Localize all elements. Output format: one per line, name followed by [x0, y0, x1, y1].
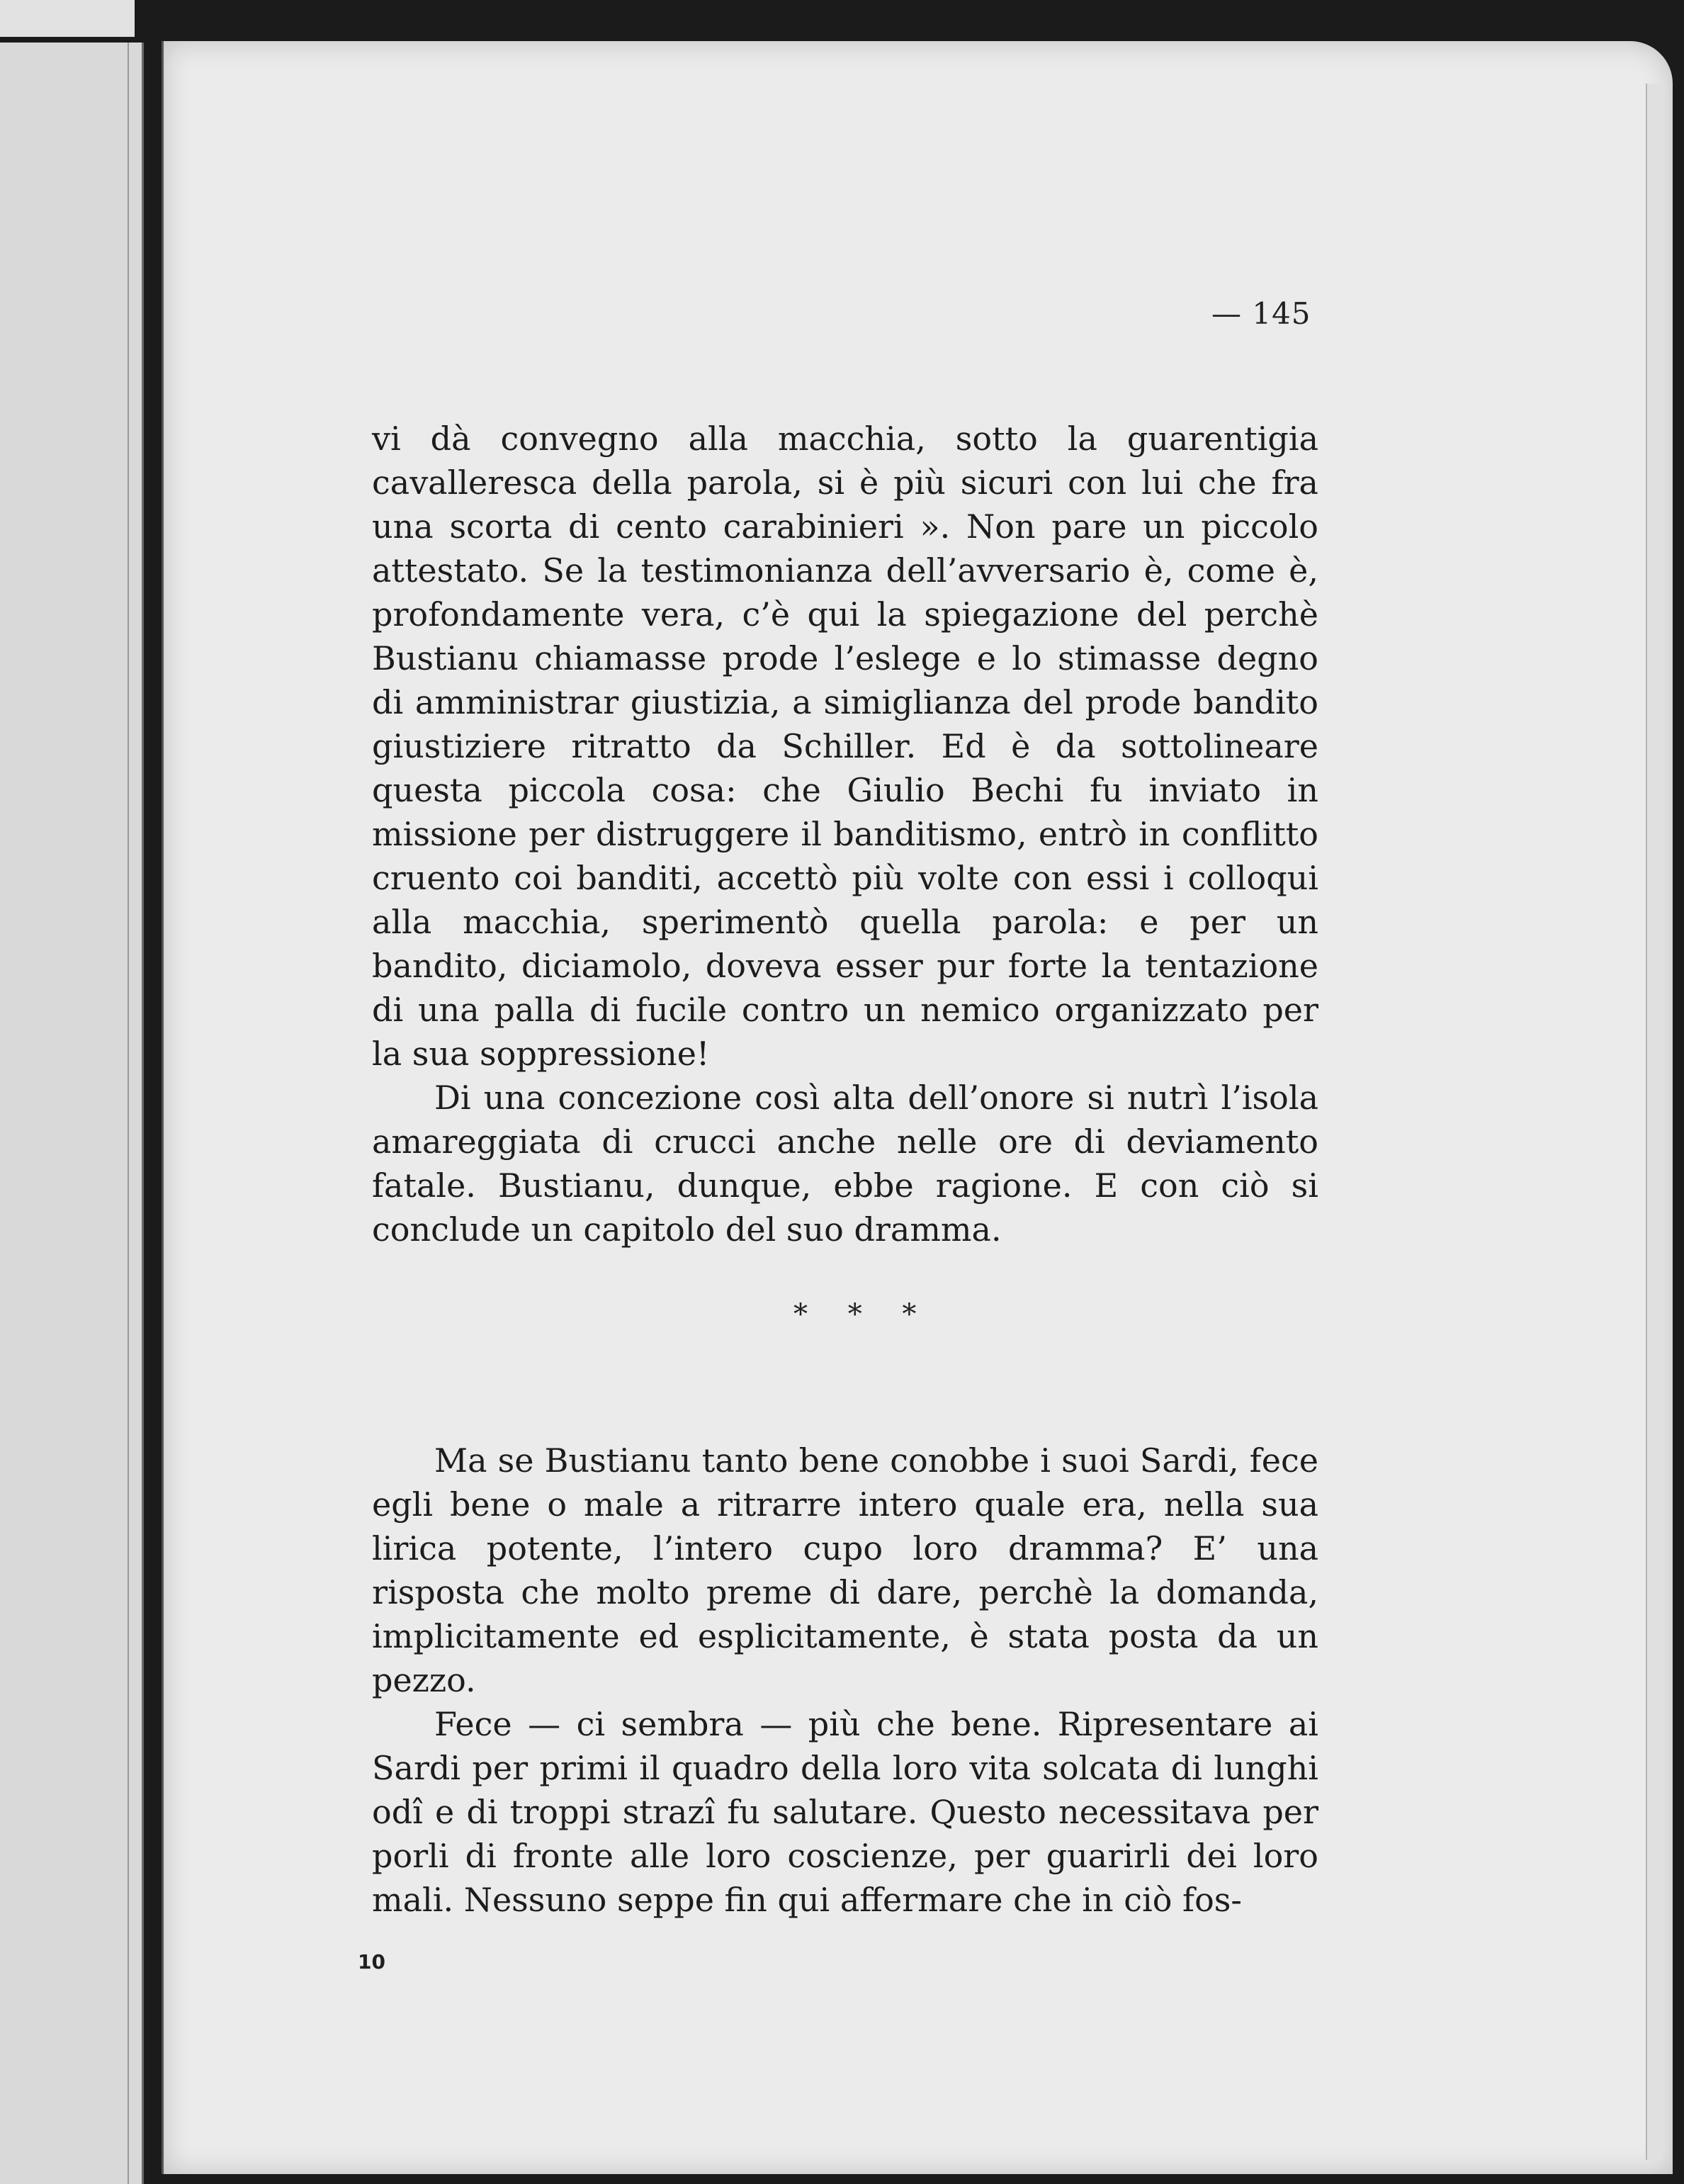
previous-page-edge	[0, 0, 135, 37]
page-number: — 145	[1211, 296, 1311, 331]
section-separator: * * *	[793, 1298, 932, 1331]
left-page-edge	[0, 43, 144, 2184]
paragraph: Ma se Bustianu tanto bene conobbe i suoi Sardi, fece egli bene o male a ritrarre intero quale era, nella sua lirica potente, l’intero cupo loro dramma? E’ una risposta che molto preme di dare, perchè la domanda, implicitamente ed esplicitamente, è stata posta da un pezzo.	[372, 1441, 1318, 1699]
paragraph: Di una concezione così alta dell’onore si nutrì l’isola amareggiata di crucci anche nelle ore di deviamento fatale. Bustianu, dunque, ebbe ragione. E con ciò si conclude un capitolo del suo dramma.	[372, 1079, 1318, 1249]
text-section-2	[372, 1439, 1318, 1922]
paragraph: vi dà convegno alla macchia, sotto la guarentigia cavalleresca della parola, si è più sicuri con lui che fra una scorta di cento carabinieri ». Non pare un piccolo attestato. Se la testimonianza dell’avversario è, come è, profondamente vera, c’è qui la spiegazione del perchè Bustianu chiamasse prode l’eslege e lo stimasse degno di amministrar giustizia, a simiglianza del prode bandito giustiziere ritratto da Schiller. Ed è da sottolineare questa piccola cosa: che Giulio Bechi fu inviato in missione per distruggere il banditismo, entrò in conflitto cruento coi banditi, accettò più volte con essi i colloqui alla macchia, sperimentò quella parola: e per un bandito, diciamolo, doveva esser pur forte la tentazione di una palla di fucile contro un nemico organizzato per la sua soppressione!	[372, 420, 1318, 1073]
text-section-1	[372, 417, 1318, 1251]
top-background	[0, 0, 1684, 43]
signature-mark: 10	[358, 1950, 385, 1974]
paragraph: Fece — ci sembra — più che bene. Ripresentare ai Sardi per primi il quadro della loro vita solcata di lunghi odî e di troppi strazî fu salutare. Questo necessitava per porli di fronte alle loro coscienze, per guarirli dei loro mali. Nessuno seppe fin qui affermare che in ciò fos-	[372, 1705, 1318, 1919]
